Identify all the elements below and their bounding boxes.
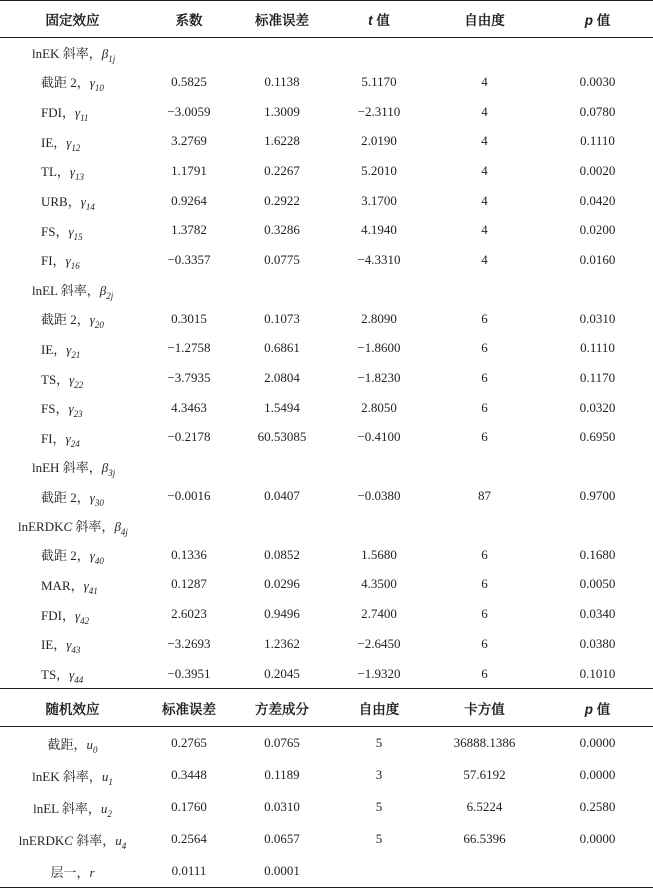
effect-label <box>0 363 145 393</box>
symbol: γ <box>66 341 72 357</box>
header-random-p-value <box>542 689 653 727</box>
variance-cell: 0.0310 <box>264 799 300 815</box>
effect-name: IE， <box>41 637 67 653</box>
variance-cell: 0.0765 <box>264 735 300 751</box>
fixed-effect-row <box>0 215 653 245</box>
df-cell: 6 <box>481 665 488 681</box>
header-chi-square: 卡方值 <box>427 689 542 727</box>
coefficient-cell: 0.5825 <box>171 73 207 89</box>
coefficient-cell: −0.2178 <box>167 429 211 445</box>
symbol-subscript: 44 <box>74 675 84 686</box>
p-value-cell: 0.1170 <box>579 370 616 386</box>
effect-name: MAR， <box>41 577 84 593</box>
random-effect-label <box>0 759 145 791</box>
fixed-effects-header-row <box>0 1 653 38</box>
p-value-cell: 0.0340 <box>579 606 616 622</box>
header-coefficient: 系数 <box>145 1 233 38</box>
fixed-section-row <box>0 511 653 540</box>
symbol: γ <box>74 607 81 623</box>
empty-cell <box>427 511 542 540</box>
table-body <box>0 1 653 888</box>
symbol-subscript: 24 <box>70 438 80 449</box>
coefficient-cell: −1.2758 <box>167 340 211 356</box>
random-df-cell <box>331 855 427 888</box>
effect-label <box>0 67 145 97</box>
effect-name: FS， <box>41 223 69 239</box>
random-symbol-subscript: 2 <box>107 808 112 819</box>
effect-label <box>0 215 145 245</box>
df-cell: 4 <box>481 251 488 267</box>
t-value-cell: 2.8050 <box>361 399 397 415</box>
chi-square-cell <box>427 855 542 888</box>
t-value-cell: 2.7400 <box>361 606 397 622</box>
header-degrees-of-freedom: 自由度 <box>427 1 542 38</box>
standard-error-cell: 0.2045 <box>264 665 300 681</box>
random-name: lnEK 斜率， <box>32 768 102 784</box>
random-effect-label <box>0 727 145 760</box>
random-effect-row <box>0 727 653 760</box>
p-value-cell: 0.0050 <box>579 576 616 592</box>
header-t-value <box>331 1 427 38</box>
empty-cell <box>233 511 331 540</box>
random-df-cell: 3 <box>375 767 383 783</box>
df-cell: 6 <box>481 310 488 326</box>
coefficient-cell: 1.1791 <box>171 162 207 178</box>
random-symbol: r <box>89 864 95 880</box>
standard-error-cell: 1.3009 <box>264 103 300 119</box>
symbol-subscript: 22 <box>74 379 84 390</box>
standard-error-cell: 1.2362 <box>264 635 300 651</box>
sd-cell: 0.3448 <box>171 767 207 783</box>
header-random-p-var: p <box>584 701 593 717</box>
section-label <box>0 452 233 481</box>
symbol: β <box>114 518 121 534</box>
coefficient-cell: −0.3951 <box>167 665 211 681</box>
effect-label <box>0 126 145 156</box>
random-df-cell: 5 <box>375 799 383 815</box>
fixed-effect-row <box>0 67 653 97</box>
header-t-var: t <box>368 13 373 28</box>
effect-label <box>0 186 145 216</box>
section-name: lnEL 斜率， <box>32 282 100 298</box>
empty-cell <box>233 38 331 68</box>
symbol: γ <box>69 667 75 683</box>
symbol: γ <box>65 430 71 446</box>
symbol-subscript: 42 <box>80 615 90 626</box>
fixed-section-row <box>0 275 653 304</box>
random-df-cell: 5 <box>375 831 383 847</box>
p-value-cell: 0.0380 <box>579 635 616 651</box>
symbol-subscript: 1j <box>108 54 116 64</box>
header-random-df: 自由度 <box>331 689 427 727</box>
empty-cell <box>233 275 331 304</box>
symbol: γ <box>89 75 95 91</box>
fixed-effect-row <box>0 97 653 127</box>
empty-cell <box>331 511 427 540</box>
random-name: lnEL 斜率， <box>33 800 101 816</box>
effect-label <box>0 481 145 511</box>
header-t-text: 值 <box>372 13 390 28</box>
df-cell: 4 <box>481 192 488 208</box>
fixed-section-row <box>0 452 653 481</box>
fixed-effect-row <box>0 186 653 216</box>
empty-cell <box>427 275 542 304</box>
df-cell: 4 <box>481 103 488 119</box>
fixed-effect-row <box>0 126 653 156</box>
symbol: γ <box>66 637 72 653</box>
effect-name: 截距 2， <box>41 312 90 328</box>
variance-cell: 0.1189 <box>264 767 300 783</box>
standard-error-cell: 0.3286 <box>264 222 300 238</box>
standard-error-cell: 0.0296 <box>264 576 300 592</box>
p-value-cell: 0.0200 <box>579 222 616 238</box>
symbol-subscript: 40 <box>94 556 104 567</box>
fixed-effect-row <box>0 423 653 453</box>
effect-name: 截距 2， <box>41 548 90 564</box>
coefficient-cell: −3.7935 <box>167 370 211 386</box>
coefficient-cell: 0.1336 <box>171 546 207 562</box>
symbol-subscript: 41 <box>88 585 98 596</box>
header-random-effect: 随机效应 <box>0 689 145 727</box>
empty-cell <box>331 275 427 304</box>
symbol: γ <box>69 371 75 387</box>
t-value-cell: 3.1700 <box>361 192 397 208</box>
p-value-cell: 0.6950 <box>579 429 616 445</box>
symbol-subscript: 11 <box>80 113 89 124</box>
t-value-cell: −1.8230 <box>357 370 401 386</box>
random-symbol: u <box>100 800 108 816</box>
symbol: γ <box>89 312 95 328</box>
t-value-cell: −1.9320 <box>357 665 401 681</box>
empty-cell <box>427 452 542 481</box>
empty-cell <box>542 511 653 540</box>
standard-error-cell: 2.0804 <box>264 370 300 386</box>
random-effects-header-row <box>0 689 653 727</box>
header-p-value <box>542 1 653 38</box>
effect-label <box>0 97 145 127</box>
symbol-subscript: 13 <box>75 172 85 183</box>
coefficient-cell: 2.6023 <box>171 606 207 622</box>
effect-name: 截距 2， <box>41 489 90 505</box>
random-name: 截距， <box>47 736 87 752</box>
effect-label <box>0 156 145 186</box>
empty-cell <box>233 452 331 481</box>
symbol: γ <box>69 164 76 180</box>
effect-name: FDI， <box>41 607 75 623</box>
section-label <box>0 38 233 68</box>
p-value-cell: 0.0420 <box>579 192 616 208</box>
symbol-subscript: 14 <box>85 202 95 213</box>
fixed-effect-row <box>0 334 653 364</box>
coefficient-cell: 4.3463 <box>171 399 207 415</box>
effect-label <box>0 423 145 453</box>
symbol-subscript: 23 <box>73 409 83 420</box>
t-value-cell: −1.8600 <box>357 340 401 356</box>
df-cell: 87 <box>478 488 491 504</box>
coefficient-cell: 3.2769 <box>171 133 207 149</box>
symbol-subscript: 43 <box>71 645 81 656</box>
header-p-text: 值 <box>592 13 611 28</box>
t-value-cell: 2.8090 <box>361 310 397 326</box>
df-cell: 6 <box>481 576 488 592</box>
standard-error-cell: 0.2267 <box>264 162 300 178</box>
symbol-subscript: 2j <box>106 290 114 301</box>
effect-name: TS， <box>41 667 70 683</box>
random-name-post: 斜率， <box>72 832 116 848</box>
fixed-section-row <box>0 38 653 68</box>
random-symbol: u <box>115 832 122 848</box>
effect-name: 截距 2， <box>41 75 90 91</box>
effect-label <box>0 245 145 275</box>
effect-name: TL， <box>41 164 70 180</box>
chi-square-cell: 6.5224 <box>466 799 503 815</box>
df-cell: 4 <box>481 73 488 89</box>
section-name-italic: C <box>63 518 73 534</box>
standard-error-cell: 60.53085 <box>257 429 307 445</box>
effect-label <box>0 304 145 334</box>
coefficient-cell: −3.2693 <box>167 635 211 651</box>
random-df-cell: 5 <box>375 735 383 751</box>
sd-cell: 0.1760 <box>171 799 207 815</box>
sd-cell: 0.0111 <box>145 855 233 888</box>
symbol: γ <box>74 105 81 121</box>
random-symbol-subscript: 0 <box>93 744 98 755</box>
empty-cell <box>542 452 653 481</box>
section-name: lnEK 斜率， <box>32 46 102 61</box>
random-name: 层一， <box>50 864 90 880</box>
random-p-value-cell: 0.0000 <box>579 767 616 783</box>
effect-name: FS， <box>41 401 69 417</box>
fixed-effect-row <box>0 304 653 334</box>
fixed-effect-row <box>0 659 653 689</box>
section-name-post: 斜率， <box>72 518 115 534</box>
chi-square-cell: 57.6192 <box>463 767 506 783</box>
effect-name: TS， <box>41 371 70 387</box>
variance-cell: 0.0001 <box>233 855 331 888</box>
empty-cell <box>542 38 653 68</box>
effect-label <box>0 629 145 659</box>
symbol-subscript: 3j <box>108 468 116 479</box>
effect-name: IE， <box>41 134 67 150</box>
effect-name: URB， <box>41 194 81 210</box>
symbol: γ <box>89 489 95 505</box>
sd-cell: 0.2765 <box>171 735 207 751</box>
random-p-value-cell <box>542 855 653 888</box>
symbol: γ <box>83 577 89 593</box>
t-value-cell: 4.1940 <box>361 222 397 238</box>
section-name: lnEH 斜率， <box>32 460 102 476</box>
coefficient-cell: 1.3782 <box>171 222 207 238</box>
random-symbol: u <box>86 736 93 752</box>
standard-error-cell: 0.0775 <box>264 251 300 267</box>
section-label <box>0 275 233 304</box>
t-value-cell: −2.3110 <box>357 103 401 119</box>
standard-error-cell: 0.2922 <box>264 192 300 208</box>
p-value-cell: 0.9700 <box>579 488 616 504</box>
random-p-value-cell: 0.0000 <box>579 735 616 751</box>
header-random-p-text: 值 <box>592 701 611 717</box>
p-value-cell: 0.1110 <box>580 133 615 149</box>
random-symbol-subscript: 4 <box>121 840 127 851</box>
df-cell: 4 <box>481 133 488 149</box>
df-cell: 6 <box>481 340 488 356</box>
symbol: β <box>99 282 107 298</box>
effect-label <box>0 393 145 423</box>
effect-label <box>0 540 145 570</box>
fixed-effect-row <box>0 540 653 570</box>
p-value-cell: 0.0780 <box>579 103 616 119</box>
p-value-cell: 0.0020 <box>579 162 616 178</box>
df-cell: 6 <box>481 546 488 562</box>
standard-error-cell: 1.5494 <box>264 399 300 415</box>
header-standard-deviation: 标准误差 <box>145 689 233 727</box>
symbol-subscript: 21 <box>71 349 81 360</box>
empty-cell <box>331 38 427 68</box>
standard-error-cell: 0.9496 <box>264 606 300 622</box>
df-cell: 6 <box>481 635 488 651</box>
random-effect-label <box>0 791 145 823</box>
fixed-effect-row <box>0 481 653 511</box>
t-value-cell: −0.0380 <box>357 488 401 504</box>
symbol-subscript: 4j <box>120 526 128 537</box>
p-value-cell: 0.0030 <box>579 73 616 89</box>
df-cell: 6 <box>481 399 488 415</box>
p-value-cell: 0.1110 <box>580 340 615 356</box>
random-effect-label <box>0 823 145 855</box>
header-standard-error: 标准误差 <box>233 1 331 38</box>
p-value-cell: 0.1010 <box>579 665 616 681</box>
t-value-cell: −0.4100 <box>357 429 401 445</box>
chi-square-cell: 36888.1386 <box>453 735 516 751</box>
header-p-var: p <box>584 13 593 28</box>
empty-cell <box>542 275 653 304</box>
fixed-effect-row <box>0 599 653 629</box>
effect-label <box>0 599 145 629</box>
df-cell: 4 <box>481 222 488 238</box>
coefficient-cell: 0.3015 <box>171 310 207 326</box>
coefficient-cell: −3.0059 <box>167 103 211 119</box>
section-name-pre: lnERDK <box>18 518 64 534</box>
t-value-cell: 2.0190 <box>361 133 397 149</box>
standard-error-cell: 1.6228 <box>264 133 300 149</box>
effect-label <box>0 570 145 600</box>
p-value-cell: 0.0160 <box>579 251 616 267</box>
symbol-subscript: 12 <box>71 142 81 153</box>
t-value-cell: 5.1170 <box>361 73 397 89</box>
df-cell: 6 <box>481 606 488 622</box>
standard-error-cell: 0.0407 <box>264 488 300 504</box>
fixed-effect-row <box>0 156 653 186</box>
symbol: γ <box>80 194 86 210</box>
symbol: γ <box>89 548 95 564</box>
effect-label <box>0 659 145 689</box>
random-p-value-cell: 0.0000 <box>579 831 616 847</box>
standard-error-cell: 0.6861 <box>264 340 300 356</box>
coefficient-cell: 0.9264 <box>171 192 207 208</box>
standard-error-cell: 0.1073 <box>264 310 300 326</box>
standard-error-cell: 0.0852 <box>264 546 300 562</box>
random-effect-row <box>0 759 653 791</box>
t-value-cell: −4.3310 <box>357 251 401 267</box>
random-effect-row <box>0 791 653 823</box>
symbol: γ <box>68 401 74 417</box>
sd-cell: 0.2564 <box>171 831 207 847</box>
header-variance-component: 方差成分 <box>233 689 331 727</box>
fixed-effect-row <box>0 570 653 600</box>
header-fixed-effect: 固定效应 <box>0 1 145 38</box>
symbol: β <box>101 460 109 476</box>
random-effect-label <box>0 855 145 888</box>
df-cell: 4 <box>481 162 488 178</box>
random-name-italic: C <box>64 832 73 848</box>
p-value-cell: 0.0320 <box>579 399 616 415</box>
effect-name: FDI， <box>41 105 75 121</box>
p-value-cell: 0.0310 <box>579 310 616 326</box>
variance-cell: 0.0657 <box>264 831 300 847</box>
symbol-subscript: 10 <box>94 83 104 94</box>
symbol: γ <box>66 134 72 150</box>
p-value-cell: 0.1680 <box>579 546 616 562</box>
symbol: β <box>101 46 109 61</box>
random-symbol-subscript: 1 <box>108 776 113 787</box>
fixed-effect-row <box>0 245 653 275</box>
coefficient-cell: 0.1287 <box>171 576 207 592</box>
effect-name: IE， <box>41 341 67 357</box>
symbol: γ <box>65 253 71 269</box>
df-cell: 6 <box>481 370 488 386</box>
random-symbol: u <box>101 768 109 784</box>
symbol-subscript: 20 <box>94 320 104 331</box>
standard-error-cell: 0.1138 <box>264 73 300 89</box>
df-cell: 6 <box>481 429 488 445</box>
t-value-cell: −2.6450 <box>357 635 401 651</box>
fixed-effect-row <box>0 363 653 393</box>
random-effect-row <box>0 823 653 855</box>
effect-name: FI， <box>41 253 66 269</box>
empty-cell <box>331 452 427 481</box>
coefficient-cell: −0.3357 <box>167 251 211 267</box>
t-value-cell: 5.2010 <box>361 162 397 178</box>
section-label <box>0 511 233 540</box>
chi-square-cell: 66.5396 <box>463 831 506 847</box>
effect-label <box>0 334 145 364</box>
random-p-value-cell: 0.2580 <box>579 799 616 815</box>
effect-name: FI， <box>41 430 66 446</box>
t-value-cell: 4.3500 <box>361 576 397 592</box>
fixed-effect-row <box>0 629 653 659</box>
t-value-cell: 1.5680 <box>361 546 397 562</box>
symbol-subscript: 30 <box>94 497 104 508</box>
random-effect-row <box>0 855 653 888</box>
empty-cell <box>427 38 542 68</box>
symbol-subscript: 16 <box>70 261 80 272</box>
fixed-effect-row <box>0 393 653 423</box>
random-name-pre: lnERDK <box>18 832 65 848</box>
coefficient-cell: −0.0016 <box>167 488 211 504</box>
symbol: γ <box>68 223 74 239</box>
symbol-subscript: 15 <box>73 231 83 242</box>
